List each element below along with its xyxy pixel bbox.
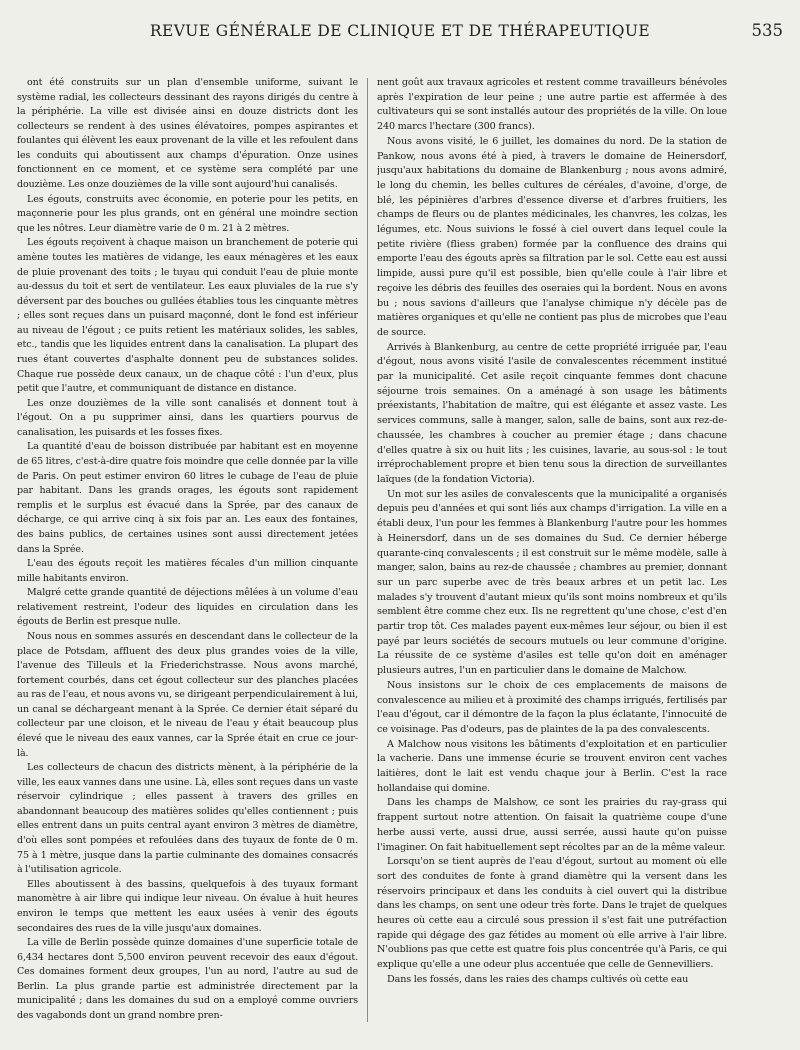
paragraph: Les égouts reçoivent à chaque maison un branchement de poterie qui amène toutes les matières de vidange, les eaux ménagères et les eaux de pluie provenant des toits ; le tuyau qui conduit l'eau de pluie monte au-dessus du toit et sert de ventilateur. Les eaux pluviales de la rue s'y déversent par des bouches ou gullées établies tous les cinquante mètres ; elles sont reçues dans un puisard maçonné, dont le fond est inférieur au niveau de l'égout ; ce puits retient les matériaux solides, les sables, etc., tandis que les liquides entrent dans la canalisation. La plupart des rues étant couvertes d'asphalte donnent peu de substances solides. Chaque rue possède deux canaux, un de chaque côté : l'un d'eux, plus petit que l'autre, et communiquant de distance en distance. — [17, 237, 358, 395]
page-number: 535 — [751, 21, 783, 40]
paragraph: Nous nous en sommes assurés en descendant dans le collecteur de la place de Potsdam, affluent des deux plus grandes voies de la ville, l'avenue des Tilleuls et la Friederichstrasse. Nous avons marché, fortement courbés, dans cet égout collecteur sur des planches placées au ras de l'eau, et nous avons vu, se dirigeant perpendiculairement à lui, un canal se déchargeant menant à la Sprée. Ce dernier était séparé du collecteur par une cloison, et le niveau de l'eau y était beaucoup plus élevé que le niveau des eaux vannes, car la Sprée était en crue ce jour-là. — [17, 630, 358, 759]
paragraph: Les égouts, construits avec économie, en poterie pour les petits, en maçonnerie pour les plus grands, ont en général une moindre section que les nôtres. Leur diamètre varie de 0 m. 21 à 2 mètres. — [17, 193, 358, 234]
paragraph: Les onze douzièmes de la ville sont canalisés et donnent tout à l'égout. On a pu supprimer ainsi, dans les quartiers pourvus de canalisation, les puisards et les fosses fixes. — [17, 397, 358, 438]
paragraph: Arrivés à Blankenburg, au centre de cette propriété irriguée par, l'eau d'égout, nous avons visité l'asile de convalescentes récemment institué par la municipalité. Cet asile reçoit cinquante femmes dont chacune séjourne trois semaines. On a aménagé à son usage les bâtiments préexistants, l'habitation de maître, qui est élégante et assez vaste. Les services communs, salle à manger, salon, salle de bains, sont aux rez-de-chaussée, les chambres à coucher au premier étage ; dans chacune d'elles quatre à six ou huit lits ; les cuisines, lavarie, au sous-sol : le tout irréprochablement propre et bien tenu sous la direction de surveillantes laïques (de la fondation Victoria). — [377, 341, 727, 485]
paragraph: La quantité d'eau de boisson distribuée par habitant est en moyenne de 65 litres, c'est-à-dire quatre fois moindre que celle donnée par la ville de Paris. On peut estimer environ 60 litres le cubage de l'eau de pluie par habitant. Dans les grands orages, les égouts sont rapidement remplis et le surplus est évacué dans la Sprée, par des canaux de décharge, ce qui arrive cinq à six fois par an. Les eaux des fontaines, des bains publics, de certaines usines sont aussi directement jetées dans la Sprée. — [17, 441, 358, 555]
paragraph: La ville de Berlin possède quinze domaines d'une superficie totale de 6,434 hectares dont 5,500 environ peuvent recevoir des eaux d'égout. Ces domaines forment deux groupes, l'un au nord, l'autre au sud de Berlin. La plus grande partie est administrée directement par la municipalité ; dans les domaines du sud on a employé comme ouvriers des vagabonds dont un grand nombre pren- — [17, 937, 358, 1021]
paragraph: L'eau des égouts reçoit les matières fécales d'un million cinquante mille habitants environ. — [17, 558, 358, 584]
running-head-title: REVUE GÉNÉRALE DE CLINIQUE ET DE THÉRAPEUTIQUE — [149, 22, 651, 40]
paragraph: Dans les champs de Malshow, ce sont les prairies du ray-grass qui frappent surtout notre attention. On faisait la quatrième coupe d'une herbe aussi verte, aussi drue, aussi serrée, aussi haute qu'on puisse l'imaginer. On fait habituellement sept récoltes par an de la même valeur. — [377, 797, 727, 853]
paragraph: Dans les fossés, dans les raies des champs cultivés où cette eau — [387, 973, 689, 985]
paragraph: Elles aboutissent à des bassins, quelquefois à des tuyaux formant manomètre à air libre qui indique leur niveau. On évalue à huit heures environ le temps que mettent les eaux usées à venir des égouts secondaires des rues de la ville jusqu'aux domaines. — [17, 878, 358, 934]
paragraph: nent goût aux travaux agricoles et restent comme travailleurs bénévoles après l'expiration de leur peine ; une autre partie est affermée à des cultivateurs qui se sont installés autour des propriétés de la ville. On loue 240 marcs l'hectare (300 francs). — [377, 77, 727, 133]
column-divider — [367, 78, 368, 1022]
paragraph: Un mot sur les asiles de convalescents que la municipalité a organisés depuis peu d'années et qui sont liés aux champs d'irrigation. La ville en a établi deux, l'un pour les femmes à Blankenburg l'autre pour les hommes à Heinersdorf, dans un de ses domaines du Sud. Ce dernier héberge quarante-cinq convalescents ; il est construit sur le même modèle, salle à manger, salon, bains au rez-de chaussée ; chambres au premier, donnant sur un parc superbe avec de très beaux arbres et un petit lac. Les malades s'y trouvent d'autant mieux qu'ils sont moins nombreux et qu'ils semblent être comme chez eux. Ils ne regrettent qu'une chose, c'est d'en partir trop tôt. Ces malades payent eux-mêmes leur séjour, ou bien il est payé par leurs sociétés de secours mutuels ou leur commune d'origine. La réussite de ce système d'asiles est telle qu'on doit en aménager plusieurs autres, l'un en particulier dans le domaine de Malchow. — [377, 488, 727, 677]
paragraph: A Malchow nous visitons les bâtiments d'exploitation et en particulier la vacherie. Dans une immense écurie se trouvent environ cent vaches laitières, dont le lait est vendu chaque jour à Berlin. C'est la race hollandaise qui domine. — [377, 738, 727, 794]
left-column — [17, 76, 358, 1030]
paragraph: ont été construits sur un plan d'ensemble uniforme, suivant le système radial, les collecteurs dessinant des rayons dirigés du centre à la périphérie. La ville est divisée ainsi en douze districts dont les collecteurs se rendent à des usines élévatoires, pompes aspirantes et foulantes qui élèvent les eaux provenant de la ville et les refoulent dans les conduits qui aboutissent aux champs d'épuration. Onze usines fonctionnent en ce moment, et ce système sera complété par une douzième. Les onze douzièmes de la ville sont aujourd'hui canalisés. — [17, 77, 358, 191]
paragraph: Nous avons visité, le 6 juillet, les domaines du nord. De la station de Pankow, nous avons été à pied, à travers le domaine de Heinersdorf, jusqu'aux habitations du domaine de Blankenburg ; nous avons admiré, le long du chemin, les belles cultures de céréales, d'avoine, d'orge, de blé, les pépinières d'arbres d'essence diverse et d'arbres fruitiers, les champs de fleurs ou de plantes médicinales, les chanvres, les colzas, les légumes, etc. Nous suivions le fossé à ciel ouvert dans lequel coule la petite rivière (fliess graben) formée par la confluence des drains qui emporte l'eau des égouts après sa filtration par le sol. Cette eau est aussi limpide, aussi pure qu'il est possible, bien qu'elle coule à l'air libre et reçoive les débris des feuilles des oseraies qui la bordent. Nous en avons bu ; nous savions d'ailleurs que l'analyse chimique n'y décèle pas de matières organiques et qu'elle ne contient pas plus de microbes que l'eau de source. — [377, 135, 727, 338]
paragraph: Lorsqu'on se tient auprès de l'eau d'égout, surtout au moment où elle sort des conduites de fonte à grand diamètre qui la versent dans les réservoirs principaux et dans les conduits à ciel ouvert qui la distribue dans les champs, on sent une odeur très forte. Dans le trajet de quelques heures où cette eau a circulé sous pression il s'est fait une putréfaction rapide qui dégage des gaz fétides au moment où elle arrive à l'air libre. N'oublions pas que cette est quatre fois plus concentrée qu'à Paris, ce qui explique qu'elle a une odeur plus accentuée que celle de Gennevilliers. — [377, 856, 727, 971]
paragraph: Nous insistons sur le choix de ces emplacements de maisons de convalescence au milieu et à proximité des champs irrigués, fertilisés par l'eau d'égout, car il démontre de la façon la plus éclatante, l'innocuité de ce voisinage. Pas d'odeurs, pas de plaintes de la pa des convalescents. — [377, 679, 727, 735]
paragraph: Malgré cette grande quantité de déjections mêlées à un volume d'eau relativement restreint, l'odeur des liquides en circulation dans les égouts de Berlin est presque nulle. — [17, 587, 358, 628]
paragraph: Les collecteurs de chacun des districts mènent, à la périphérie de la ville, les eaux vannes dans une usine. Là, elles sont reçues dans un vaste réservoir cylindrique ; elles passent à travers des grilles en abandonnant beaucoup des matières solides qu'elles contiennent ; puis elles entrent dans un puits central ayant environ 3 mètres de diamètre, d'où elles sont pompées et refoulées dans des tuyaux de fonte de 0 m. 75 à 1 mètre, jusque dans la partie culminante des domaines consacrés à l'utilisation agricole. — [17, 762, 358, 876]
right-column — [377, 76, 727, 1030]
